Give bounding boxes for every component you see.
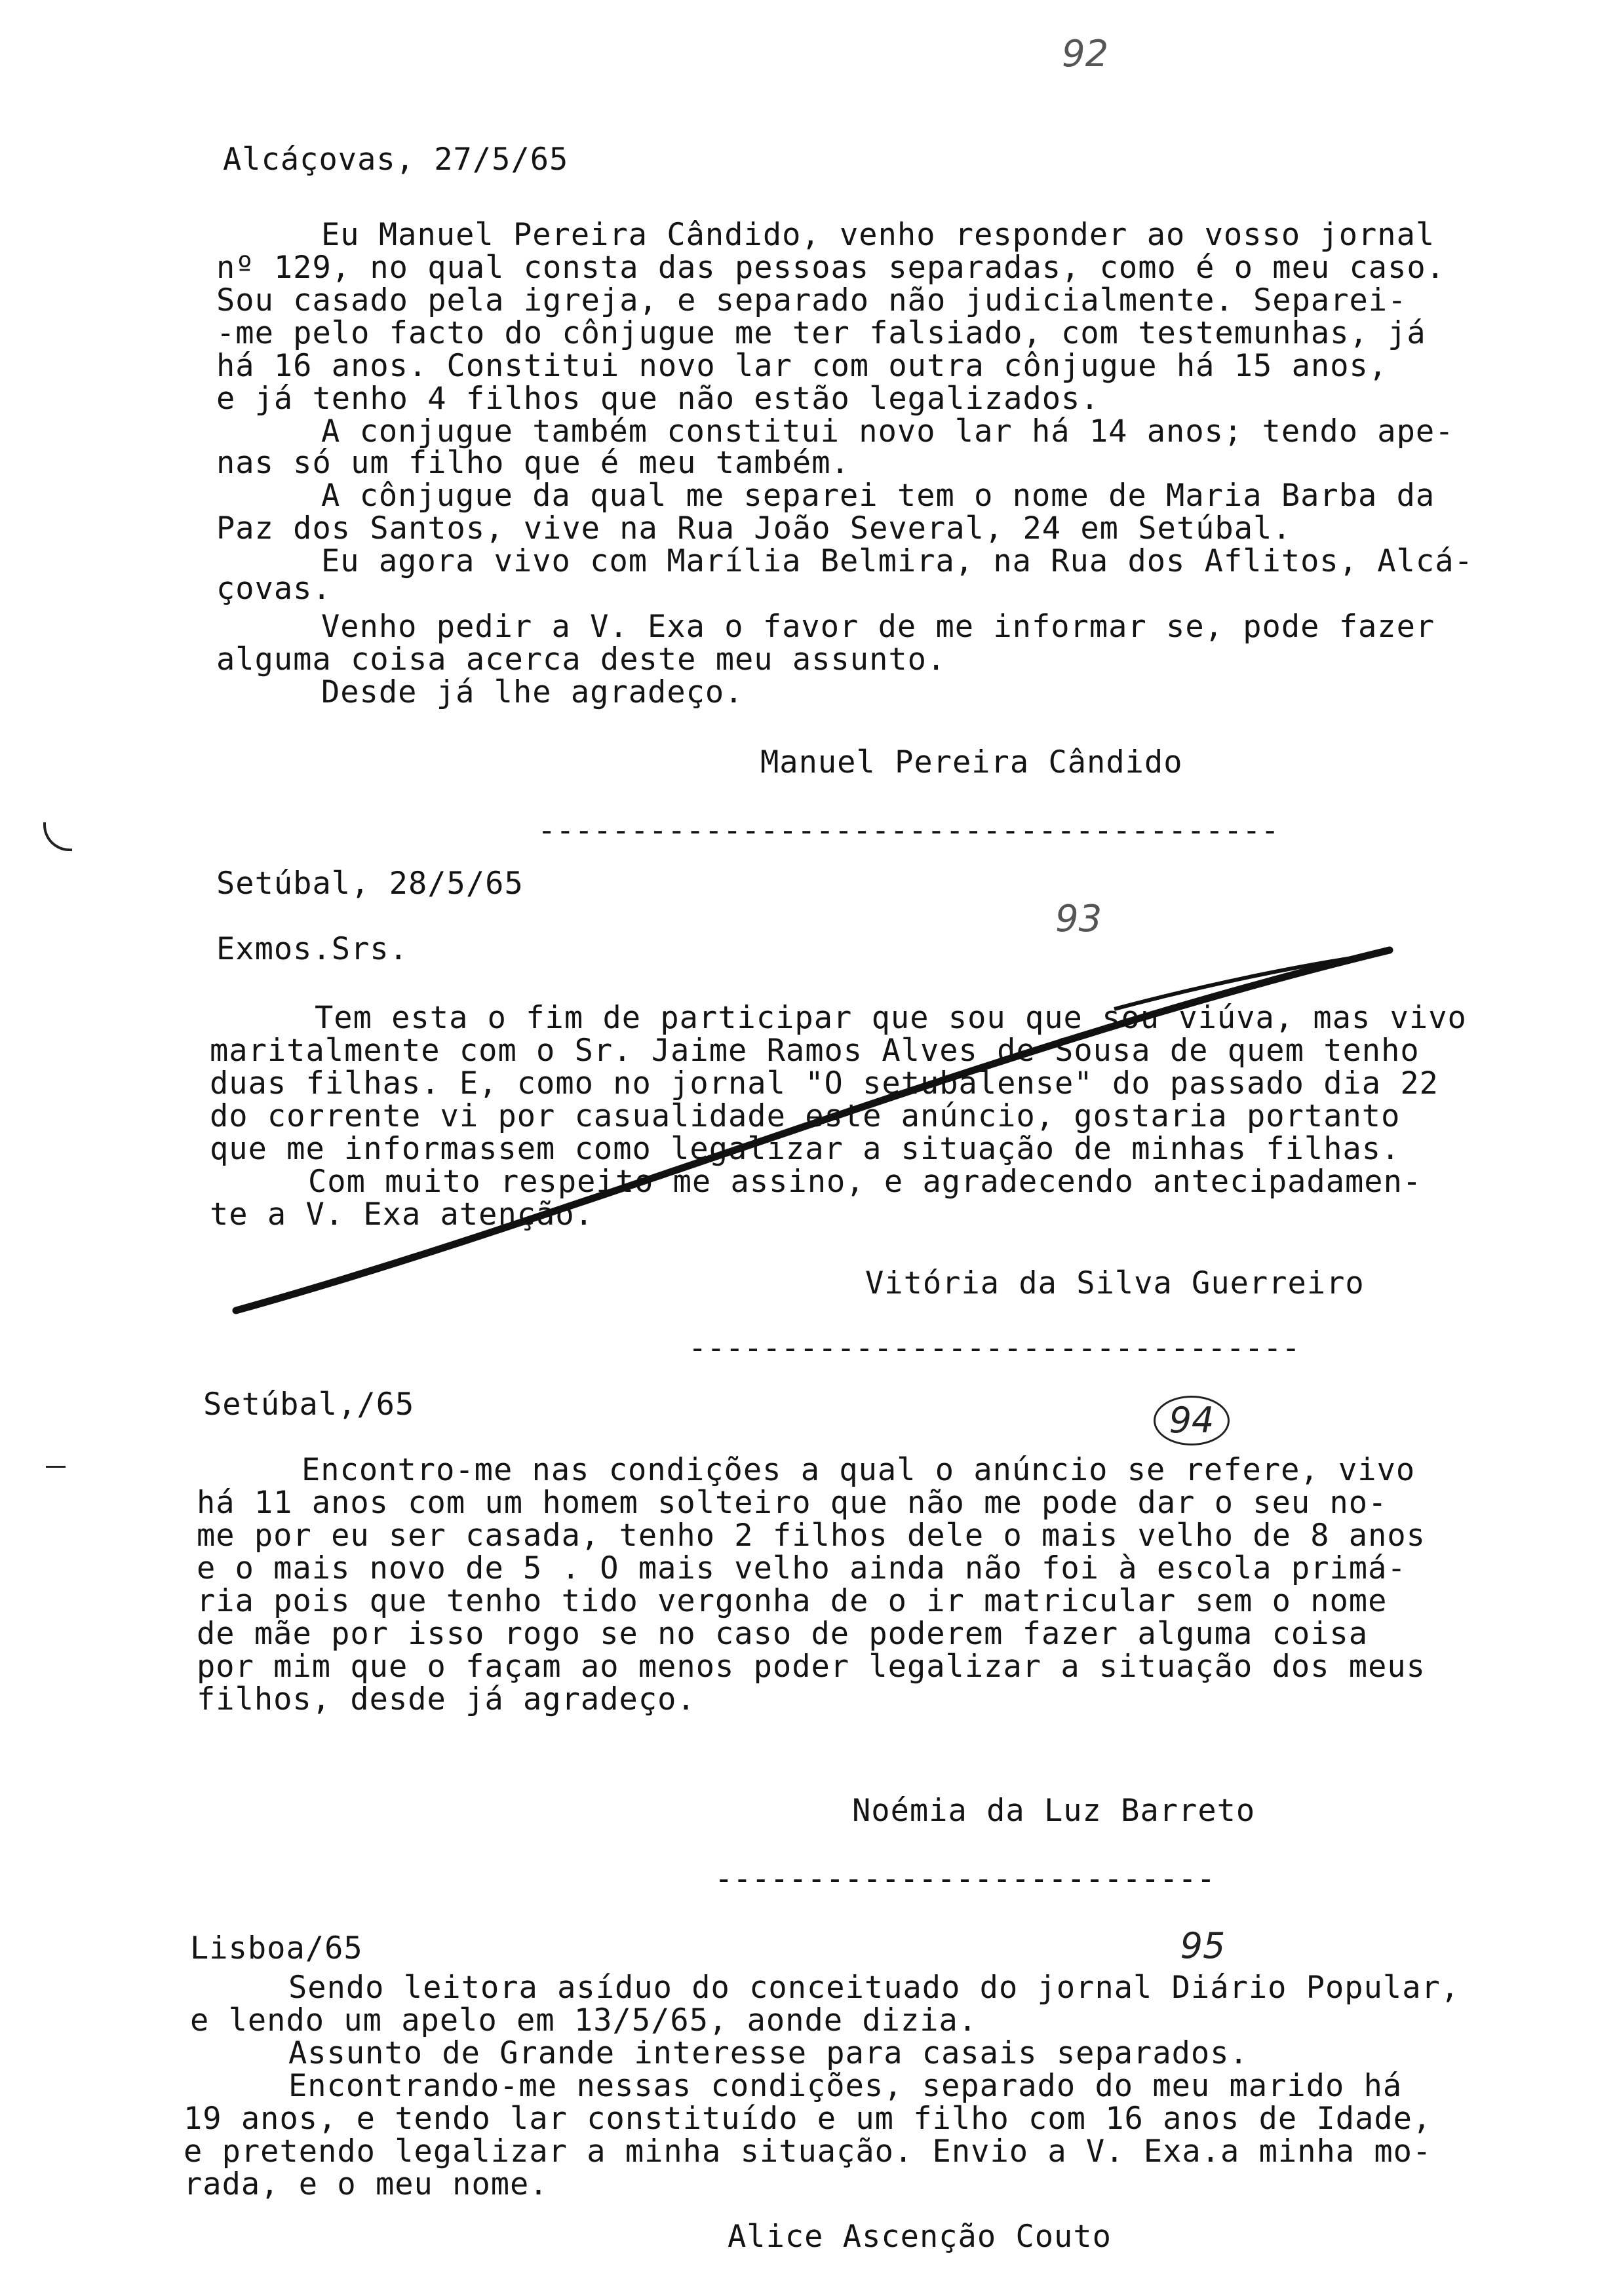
letter-3-line: me por eu ser casada, tenho 2 filhos dele o mais velho de 8 anos (197, 1518, 1426, 1554)
letter-4-line: rada, e o meu nome. (184, 2166, 549, 2202)
letter-4-line: Sendo leitora asíduo do conceituado do jornal Diário Popular, (288, 1970, 1460, 2006)
letter-3-line: há 11 anos com um homem solteiro que não me pode dar o seu no- (197, 1485, 1388, 1521)
letter-2-signature: Vitória da Silva Guerreiro (865, 1265, 1365, 1301)
letter-1-line: çovas. (216, 571, 332, 607)
letter-3-signature: Noémia da Luz Barreto (852, 1793, 1256, 1829)
letter-2-date: Setúbal, 28/5/65 (216, 866, 524, 902)
letter-3-annotation: 94 (1154, 1396, 1230, 1445)
letter-1-line: nº 129, no qual consta das pessoas separadas, como é o meu caso. (216, 250, 1445, 286)
letter-3-line: de mãe por isso rogo se no caso de poderem fazer alguma coisa (197, 1616, 1369, 1652)
letter-4-signature: Alice Ascenção Couto (728, 2219, 1112, 2255)
letter-4-line: Encontrando-me nessas condições, separado do meu marido há (288, 2068, 1403, 2104)
letter-2-line: do corrente vi por casualidade este anúncio, gostaria portanto (210, 1098, 1401, 1134)
letter-1-line: nas só um filho que é meu também. (216, 445, 850, 481)
letter-2-line: duas filhas. E, como no jornal "O setubalense" do passado dia 22 (210, 1065, 1439, 1101)
letter-1-line: Paz dos Santos, vive na Rua João Several, 24 em Setúbal. (216, 510, 1292, 546)
letter-2-annotation: 93 (1055, 898, 1102, 940)
letter-4-date: Lisboa/65 (190, 1930, 363, 1966)
letter-2-separator: --------------------------------- (688, 1330, 1300, 1366)
letter-4-line: Assunto de Grande interesse para casais separados. (288, 2035, 1249, 2071)
letter-3-separator: --------------------------- (714, 1861, 1216, 1897)
letter-3-line: filhos, desde já agradeço. (197, 1681, 696, 1717)
letter-1-line: A conjugue também constitui novo lar há 14 anos; tendo ape- (321, 413, 1454, 450)
letter-1-signature: Manuel Pereira Cândido (760, 744, 1183, 780)
page-number-mark: 92 (1062, 33, 1109, 75)
letter-4-annotation: 95 (1180, 1925, 1226, 1966)
letter-3-line: Encontro-me nas condições a qual o anúncio se refere, vivo (302, 1452, 1416, 1488)
letter-1-line: e já tenho 4 filhos que não estão legalizados. (216, 381, 1100, 417)
letter-3-line: ria pois que tenho tido vergonha de o ir matricular sem o nome (197, 1583, 1388, 1619)
letter-2-line: maritalmente com o Sr. Jaime Ramos Alves de Sousa de quem tenho (210, 1033, 1420, 1069)
margin-mark (46, 1458, 66, 1468)
letter-2-line: Com muito respeito me assino, e agradecendo antecipadamen- (308, 1164, 1422, 1200)
letter-1-line: alguma coisa acerca deste meu assunto. (216, 641, 946, 678)
letter-1-separator: ---------------------------------------- (537, 813, 1279, 849)
letter-2-line: que me informassem como legalizar a situação de minhas filhas. (210, 1131, 1401, 1167)
letter-1-line: Eu Manuel Pereira Cândido, venho responder ao vosso jornal (321, 217, 1435, 253)
letter-2-line: Tem esta o fim de participar que sou que sou viúva, mas vivo (315, 1000, 1467, 1036)
letter-2-line: te a V. Exa atenção. (210, 1196, 594, 1233)
letter-1-line: Venho pedir a V. Exa o favor de me informar se, pode fazer (321, 609, 1435, 645)
letter-1-line: Eu agora vivo com Marília Belmira, na Rua dos Aflitos, Alcá- (321, 543, 1473, 579)
letter-4-line: e lendo um apelo em 13/5/65, aonde dizia. (190, 2002, 978, 2038)
letter-3-line: por mim que o façam ao menos poder legalizar a situação dos meus (197, 1649, 1426, 1685)
letter-3-line: e o mais novo de 5 . O mais velho ainda não foi à escola primá- (197, 1550, 1407, 1586)
letter-1-date: Alcáçovas, 27/5/65 (223, 142, 569, 178)
letter-2-salutation: Exmos.Srs. (216, 931, 408, 967)
letter-1-line: Sou casado pela igreja, e separado não judicialmente. Separei- (216, 282, 1407, 318)
letter-1-line: A cônjugue da qual me separei tem o nome de Maria Barba da (321, 478, 1435, 514)
letter-1-line: há 16 anos. Constitui novo lar com outra cônjugue há 15 anos, (216, 348, 1388, 384)
letter-1-line: Desde já lhe agradeço. (321, 674, 744, 710)
letter-3-date: Setúbal,/65 (203, 1387, 415, 1423)
letter-4-line: e pretendo legalizar a minha situação. Envio a V. Exa.a minha mo- (184, 2133, 1432, 2170)
letter-4-line: 19 anos, e tendo lar constituído e um filho com 16 anos de Idade, (184, 2101, 1432, 2137)
letter-1-line: -me pelo facto do cônjugue me ter falsiado, com testemunhas, já (216, 315, 1426, 351)
